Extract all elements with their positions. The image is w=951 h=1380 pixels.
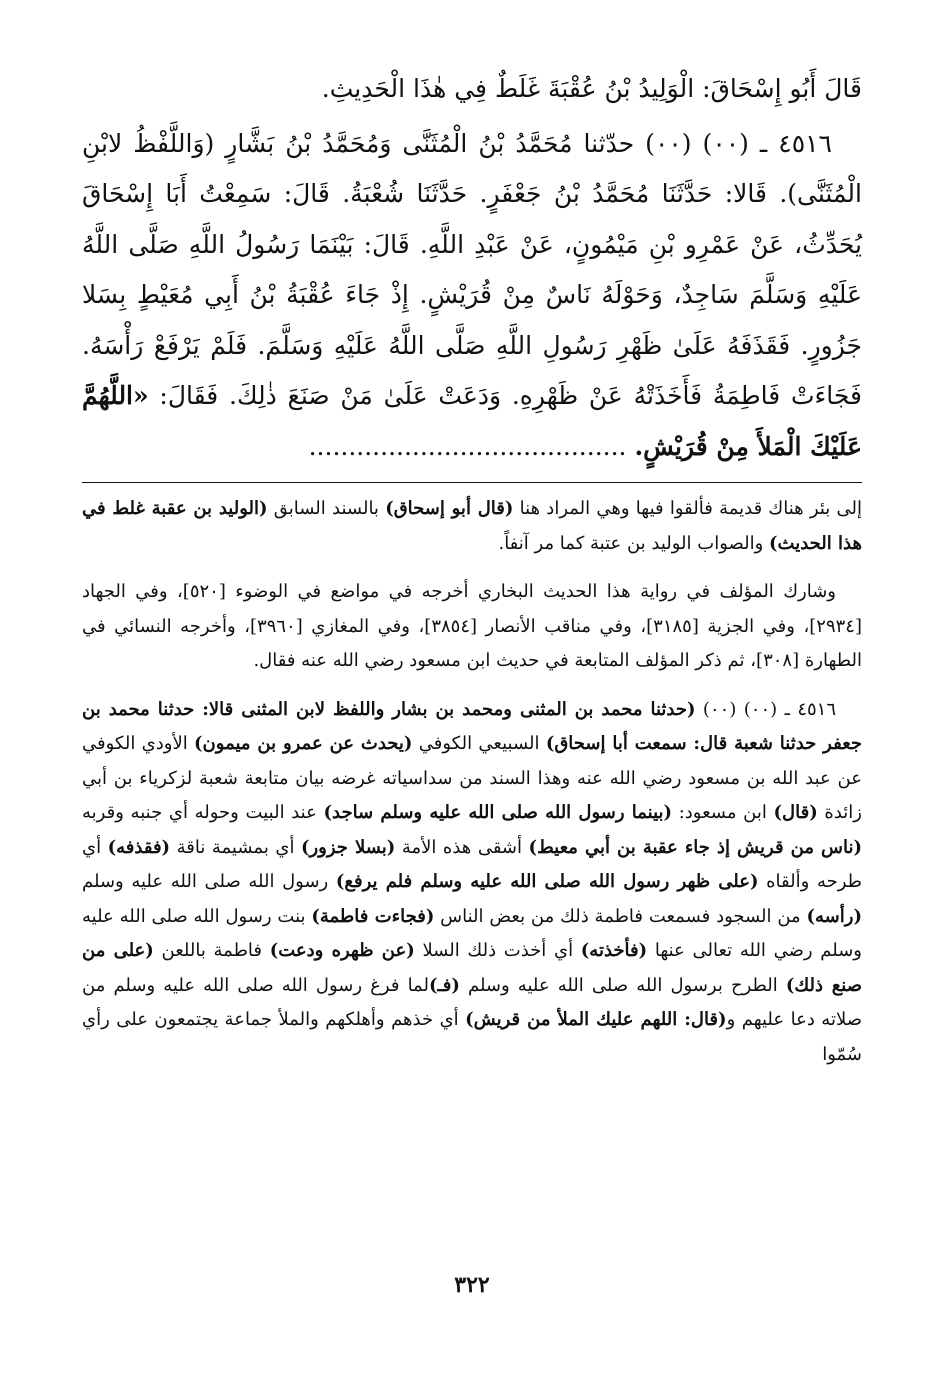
commentary-quote: (فـ) [428, 974, 460, 996]
commentary-text: ٤٥١٦ ـ (٠٠) (٠٠) [695, 698, 836, 720]
commentary-quote: (بسلا جزور) [300, 836, 396, 858]
continuation-dots: ........................................ [308, 431, 635, 461]
commentary-text: عند البيت وحوله أي جنبه وقربه [82, 802, 324, 823]
commentary-text: أي خذهم وأهلكهم والملأ جماعة يجتمعون على رأي سُمّوا [82, 1009, 862, 1065]
commentary-quote: (فقذفه) [107, 836, 171, 858]
hadith-4516 [82, 119, 862, 473]
commentary-quote: (ناس من قريش إذ جاء عقبة بن أبي معيط) [528, 836, 863, 858]
commentary-quote: (رأسه) [806, 905, 862, 927]
commentary-quote: (عن ظهره ودعت) [269, 940, 415, 961]
page-number: ٣٢٢ [454, 1272, 490, 1298]
commentary-text: أي بمشيمة ناقة [170, 836, 301, 858]
commentary-text: الطرح برسول الله صلى الله عليه وسلم [459, 974, 786, 996]
commentary-quote: (قال: اللهم عليك الملأ من قريش) [465, 1009, 727, 1030]
hadith-dua: «اللَّهُمَّ عَلَيْكَ الْمَلأَ مِنْ قُرَيْشٍ. [82, 381, 862, 461]
commentary-text: رسول الله صلى الله عليه وسلم [82, 871, 336, 892]
commentary-text: ابن مسعود: [672, 802, 774, 823]
commentary-text: الأودي الكوفي عن عبد الله بن مسعود رضي الله عنه وهذا السند من سداسياته غرضه بيان متابعة شعبة لزكرياء بن أبي زائدة [82, 733, 862, 823]
commentary-text: بنت رسول الله صلى الله عليه وسلم رضي الله تعالى عنها [82, 905, 862, 961]
commentary-text: بالسند السابق [267, 498, 386, 519]
commentary-paragraph-1 [82, 492, 862, 561]
commentary-text: أي طرحه وألقاه [82, 836, 862, 892]
commentary-quote: (قال) [773, 802, 818, 823]
commentary-quote: (حدثنا محمد بن المثنى ومحمد بن بشار واللفظ لابن المثنى قالا: حدثنا محمد بن جعفر حدثنا شعبة قال: سمعت أبا إسحاق) [82, 698, 863, 754]
commentary [82, 492, 862, 1072]
commentary-paragraph-2: وشارك المؤلف في رواية هذا الحديث البخاري أخرجه في مواضع في الوضوء [٥٢٠]، وفي الجهاد [٢٩٣٤]، وفي الجزية [٣١٨٥]، وفي مناقب الأنصار [٣٨٥٤]، وفي المغازي [٣٩٦٠]، وأخرجه النسائي في الطهارة [٣٠٨]، ثم ذكر المؤلف المتابعة في حديث ابن مسعود رضي الله عنه فقال. [82, 581, 862, 671]
commentary-paragraph-3 [82, 693, 862, 1073]
commentary-text: لما فرغ رسول الله صلى الله عليه وسلم من صلاته دعا عليهم و [82, 974, 862, 1030]
commentary-quote: (على من صنع ذلك) [82, 940, 863, 996]
commentary-text: إلى بئر هناك قديمة فألقوا فيها وهي المراد هنا [513, 498, 863, 519]
commentary-quote: (بينما رسول الله صلى الله عليه وسلم ساجد) [323, 802, 673, 823]
commentary-text: فاطمة باللعن [153, 940, 270, 961]
commentary-text: والصواب الوليد بن عتبة كما مر آنفاً. [498, 532, 770, 554]
commentary-quote: (فجاءت فاطمة) [311, 905, 435, 927]
abu-ishaq-statement: قَالَ أَبُو إِسْحَاقَ: الْوَلِيدُ بْنُ عُقْبَةَ غَلَطٌ فِي هٰذَا الْحَدِيثِ. [321, 74, 862, 103]
book-page [82, 64, 862, 1314]
commentary-quote: (الوليد بن عقبة غلط في هذا الحديث) [82, 498, 862, 554]
commentary-quote: (فأخذته) [580, 940, 648, 961]
commentary-quote: (يحدث عن عمرو بن ميمون) [194, 733, 413, 754]
commentary-text: من السجود فسمعت فاطمة ذلك من بعض الناس [434, 905, 807, 927]
commentary-text: السبيعي الكوفي [412, 733, 546, 754]
hadith-text: ٤٥١٦ ـ (٠٠) (٠٠) حدّثنا مُحَمَّدُ بْنُ الْمُثَنَّى وَمُحَمَّدُ بْنُ بَشَّارٍ (وَاللَّفْظُ لابْنِ الْمُثَنَّى). قَالا: حَدَّثَنَا مُحَمَّدُ بْنُ جَعْفَرٍ. حَدَّثَنَا شُعْبَةُ. قَالَ: سَمِعْتُ أَبَا إِسْحَاقَ يُحَدِّثُ، عَنْ عَمْرِو بْنِ مَيْمُونٍ، عَنْ عَبْدِ اللَّهِ. قَالَ: بَيْنَمَا رَسُولُ اللَّهِ صَلَّى اللَّهُ عَلَيْهِ وَسَلَّمَ سَاجِدٌ، وَحَوْلَهُ نَاسٌ مِنْ قُرَيْشٍ. إِذْ جَاءَ عُقْبَةُ بْنُ أَبِي مُعَيْطٍ بِسَلا جَزُورٍ. فَقَذَفَهُ عَلَىٰ ظَهْرِ رَسُولِ اللَّهِ صَلَّى اللَّهُ عَلَيْهِ وَسَلَّمَ. فَلَمْ يَرْفَعْ رَأْسَهُ. فَجَاءَتْ فَاطِمَةُ فَأَخَذَتْهُ عَنْ ظَهْرِهِ. وَدَعَتْ عَلَىٰ مَنْ صَنَعَ ذٰلِكَ. فَقَالَ: [82, 128, 863, 410]
commentary-text: أي أخذت ذلك السلا [414, 940, 581, 961]
footnote-separator [82, 482, 862, 483]
commentary-text: أشقى هذه الأمة [395, 836, 529, 858]
main-text [82, 64, 862, 472]
commentary-quote: (على ظهر رسول الله صلى الله عليه وسلم فلم يرفع) [335, 871, 759, 892]
commentary-quote: (قال أبو إسحاق) [385, 498, 514, 519]
